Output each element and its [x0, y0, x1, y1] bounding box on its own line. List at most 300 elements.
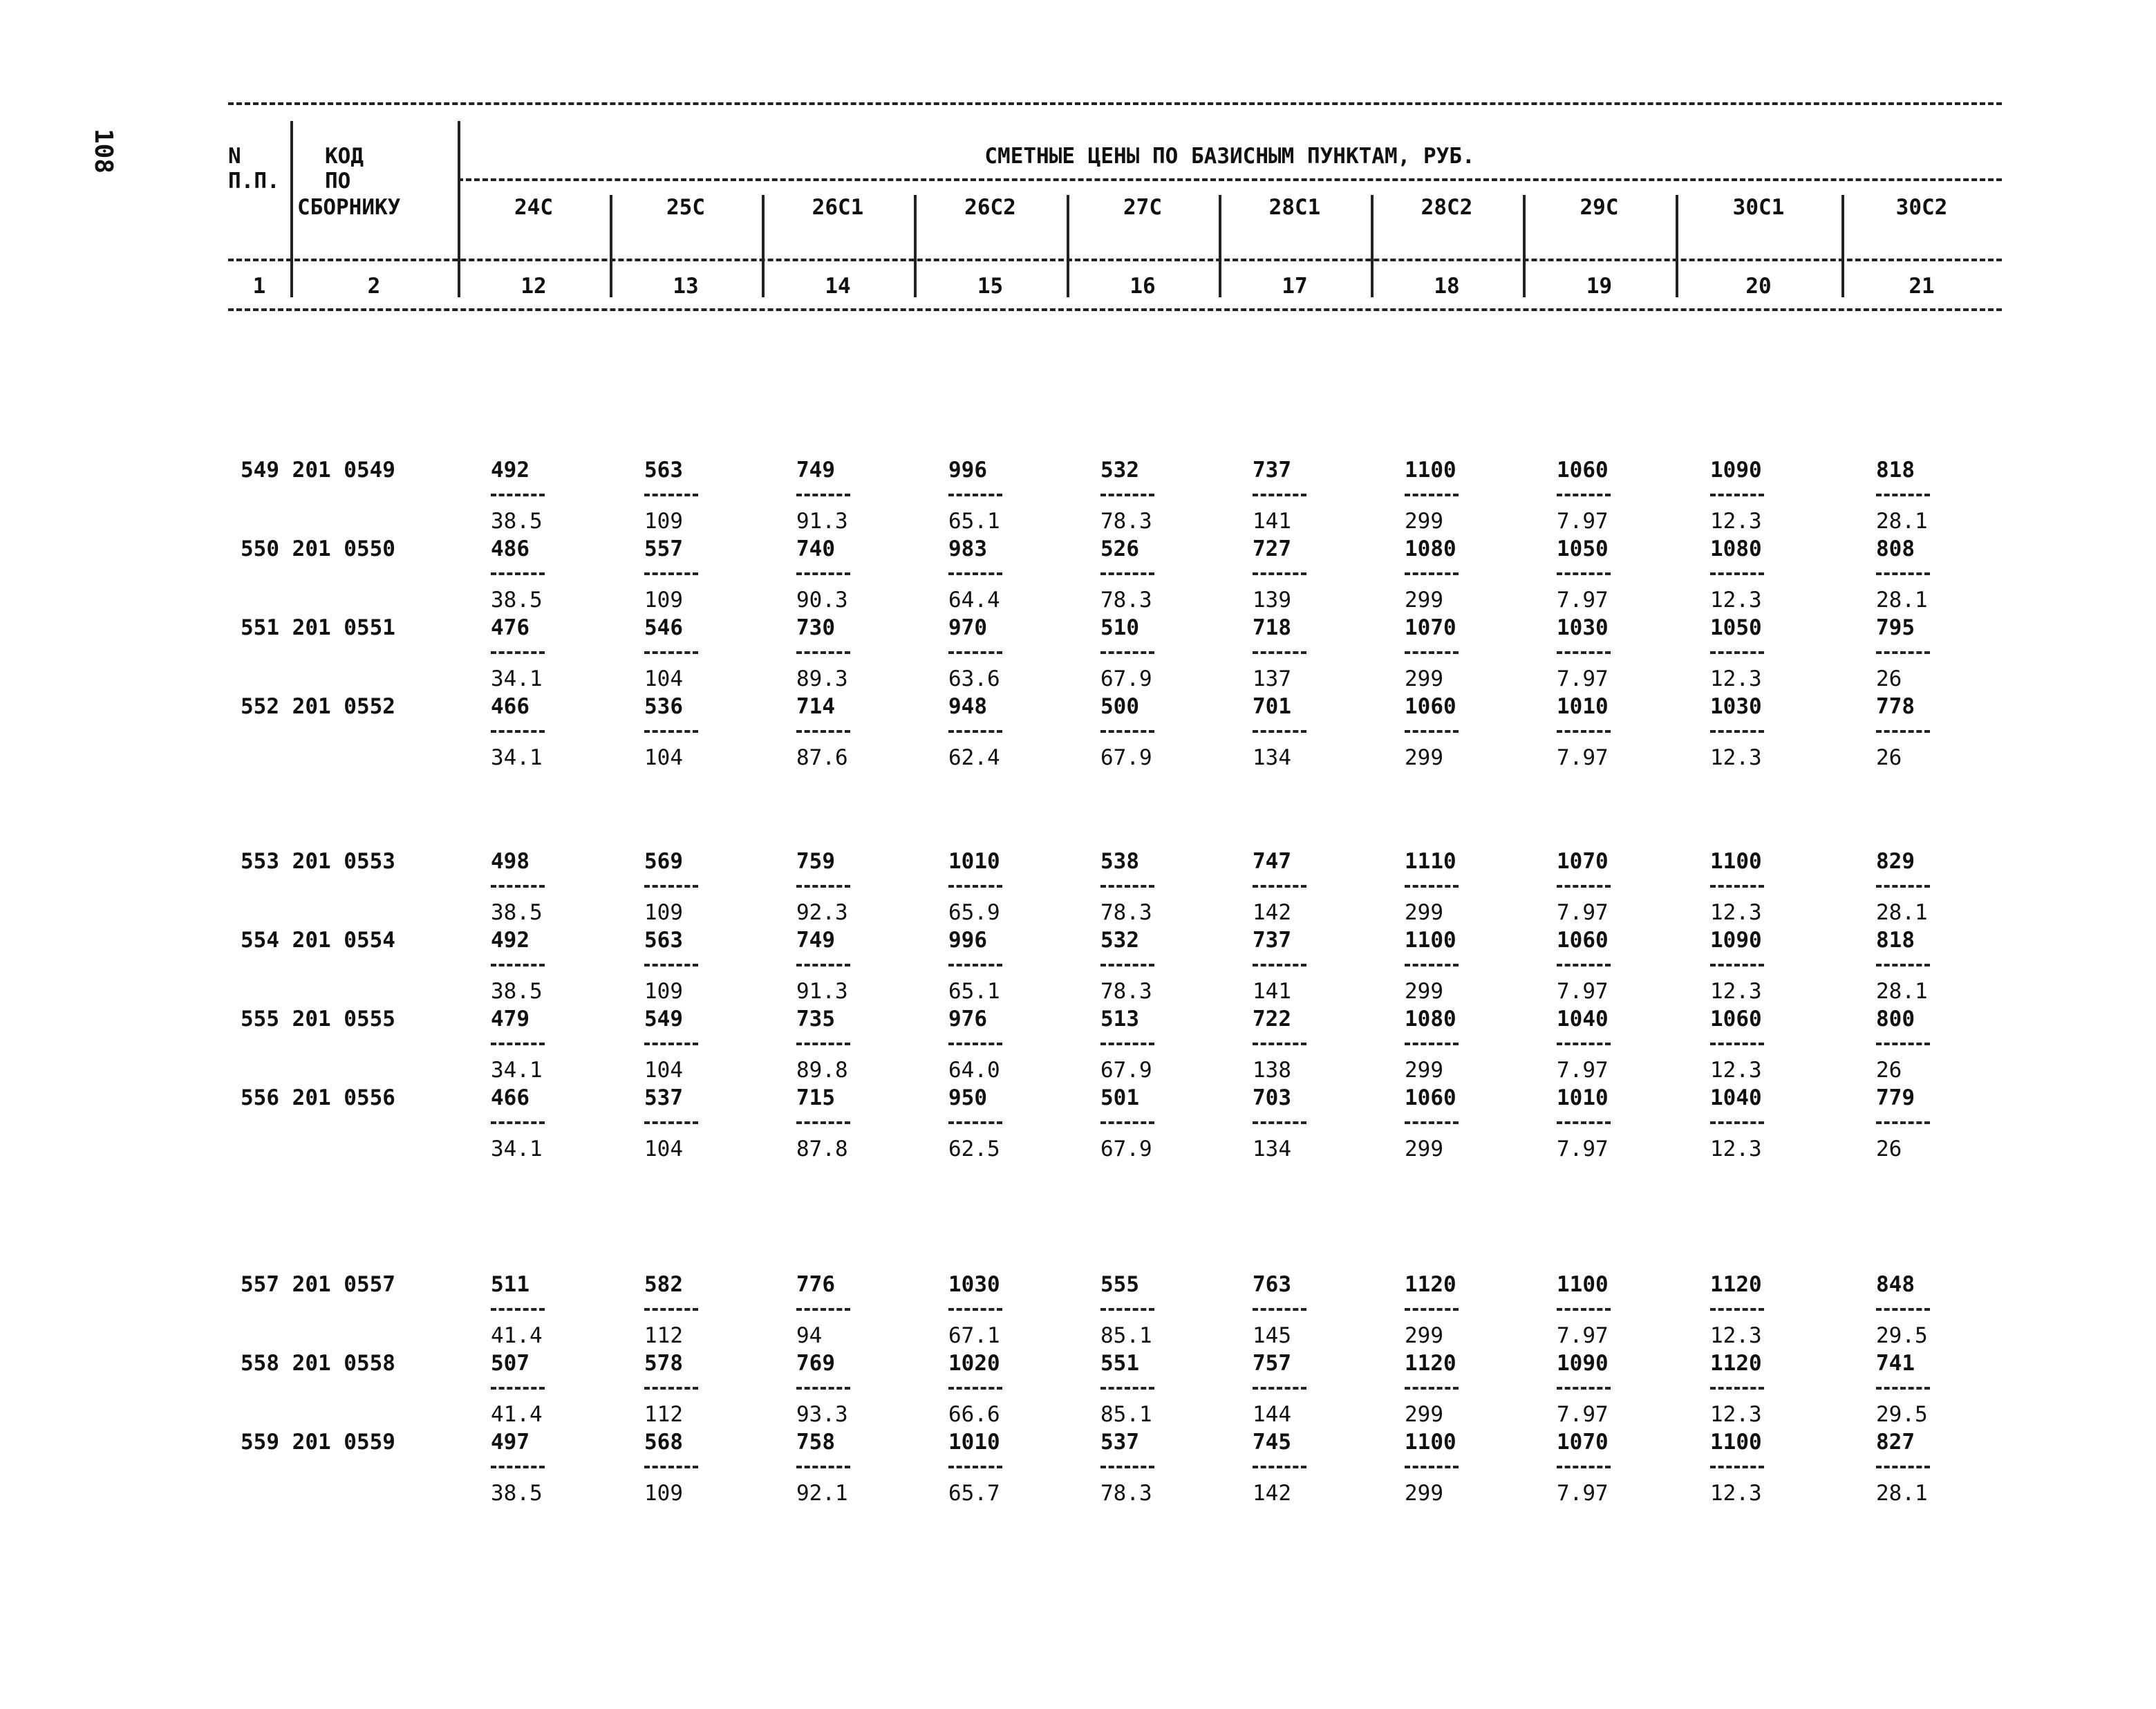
fraction-bar — [948, 885, 1002, 888]
price-value: 1010 — [1557, 694, 1609, 719]
price-cell — [1557, 1007, 1674, 1085]
price-value: 563 — [644, 458, 683, 483]
fraction-bar — [948, 1043, 1002, 1045]
price-value: 1040 — [1710, 1085, 1762, 1110]
price-cell — [1405, 849, 1522, 928]
fraction-bar — [1876, 651, 1930, 654]
price-cell — [644, 1007, 762, 1085]
price-cell — [1876, 849, 1994, 928]
row-id: 550 201 0550 — [241, 536, 395, 561]
transport-value: 299 — [1405, 1323, 1443, 1348]
transport-value: 141 — [1253, 509, 1291, 534]
fraction-bar — [1710, 1466, 1764, 1468]
price-value: 1090 — [1557, 1351, 1609, 1376]
price-cell — [644, 615, 762, 694]
colnum-2: 2 — [367, 274, 381, 299]
price-cell — [1253, 1351, 1370, 1430]
price-value: 568 — [644, 1430, 683, 1455]
transport-value: 7.97 — [1557, 745, 1609, 770]
fraction-bar — [644, 651, 698, 654]
price-cell — [796, 458, 914, 536]
price-value: 749 — [796, 458, 835, 483]
fraction-bar — [644, 964, 698, 966]
fraction-bar — [491, 964, 545, 966]
price-cell — [1557, 536, 1674, 615]
price-cell — [1557, 1351, 1674, 1430]
price-value: 497 — [491, 1430, 529, 1455]
transport-value: 12.3 — [1710, 588, 1762, 613]
price-value: 1010 — [948, 1430, 1000, 1455]
fraction-bar — [1100, 1466, 1154, 1468]
fraction-bar — [644, 494, 698, 496]
transport-value: 28.1 — [1876, 979, 1928, 1004]
fraction-bar — [1557, 494, 1611, 496]
transport-value: 109 — [644, 509, 683, 534]
price-value: 1120 — [1405, 1272, 1456, 1297]
transport-value: 65.1 — [948, 979, 1000, 1004]
price-cell — [1253, 1007, 1370, 1085]
transport-value: 299 — [1405, 745, 1443, 770]
fraction-bar — [1100, 1308, 1154, 1311]
fraction-bar — [644, 1466, 698, 1468]
row-id: 552 201 0552 — [241, 694, 395, 719]
price-value: 948 — [948, 694, 987, 719]
price-cell — [948, 1430, 1066, 1509]
price-cell — [644, 1272, 762, 1351]
transport-value: 12.3 — [1710, 1481, 1762, 1506]
price-cell — [644, 458, 762, 536]
price-cell — [1876, 615, 1994, 694]
price-value: 538 — [1100, 849, 1139, 874]
transport-value: 63.6 — [948, 666, 1000, 691]
fraction-bar — [491, 1308, 545, 1311]
price-cell — [1557, 1272, 1674, 1351]
fraction-bar — [491, 730, 545, 733]
price-value: 492 — [491, 928, 529, 953]
price-value: 970 — [948, 615, 987, 640]
transport-value: 64.4 — [948, 588, 1000, 613]
transport-value: 91.3 — [796, 979, 848, 1004]
transport-value: 109 — [644, 1481, 683, 1506]
price-cell — [644, 1430, 762, 1509]
price-value: 511 — [491, 1272, 529, 1297]
fraction-bar — [948, 1121, 1002, 1124]
fraction-bar — [1710, 730, 1764, 733]
fraction-bar — [644, 572, 698, 575]
transport-value: 299 — [1405, 979, 1443, 1004]
price-value: 722 — [1253, 1007, 1291, 1031]
price-value: 582 — [644, 1272, 683, 1297]
price-value: 1100 — [1557, 1272, 1609, 1297]
fraction-bar — [1557, 1466, 1611, 1468]
fraction-bar — [1557, 1121, 1611, 1124]
price-cell — [948, 536, 1066, 615]
price-value: 758 — [796, 1430, 835, 1455]
transport-value: 62.5 — [948, 1137, 1000, 1161]
transport-value: 139 — [1253, 588, 1291, 613]
price-value: 1120 — [1710, 1272, 1762, 1297]
price-value: 848 — [1876, 1272, 1915, 1297]
transport-value: 109 — [644, 588, 683, 613]
fraction-bar — [1100, 572, 1154, 575]
fraction-bar — [644, 730, 698, 733]
header-col-30c2: 30С2 — [1895, 195, 1948, 220]
price-cell — [948, 694, 1066, 773]
price-value: 537 — [1100, 1430, 1139, 1455]
fraction-bar — [491, 1466, 545, 1468]
price-value: 1020 — [948, 1351, 1000, 1376]
transport-value: 12.3 — [1710, 666, 1762, 691]
price-value: 492 — [491, 458, 529, 483]
price-cell — [1100, 458, 1218, 536]
price-cell — [491, 1085, 608, 1164]
price-cell — [1557, 1430, 1674, 1509]
price-cell — [1405, 1351, 1522, 1430]
transport-value: 65.9 — [948, 900, 1000, 925]
price-value: 1120 — [1405, 1351, 1456, 1376]
price-cell — [1100, 928, 1218, 1007]
transport-value: 90.3 — [796, 588, 848, 613]
price-cell — [796, 615, 914, 694]
transport-value: 7.97 — [1557, 666, 1609, 691]
price-value: 776 — [796, 1272, 835, 1297]
price-value: 714 — [796, 694, 835, 719]
price-value: 718 — [1253, 615, 1291, 640]
price-value: 1060 — [1405, 694, 1456, 719]
price-cell — [491, 458, 608, 536]
transport-value: 7.97 — [1557, 1481, 1609, 1506]
price-value: 818 — [1876, 928, 1915, 953]
price-value: 778 — [1876, 694, 1915, 719]
price-cell — [644, 849, 762, 928]
fraction-bar — [1405, 1466, 1459, 1468]
header-code-line3: СБОРНИКУ — [297, 195, 401, 220]
fraction-bar — [796, 1043, 850, 1045]
price-value: 983 — [948, 536, 987, 561]
fraction-bar — [796, 730, 850, 733]
transport-value: 38.5 — [491, 588, 543, 613]
transport-value: 38.5 — [491, 900, 543, 925]
header-col-24c: 24С — [514, 195, 553, 220]
header-group-title: СМЕТНЫЕ ЦЕНЫ ПО БАЗИСНЫМ ПУНКТАМ, РУБ. — [984, 144, 1475, 169]
transport-value: 67.9 — [1100, 1058, 1152, 1083]
price-cell — [1710, 928, 1828, 1007]
price-value: 1100 — [1405, 928, 1456, 953]
fraction-bar — [1405, 651, 1459, 654]
price-cell — [491, 1351, 608, 1430]
fraction-bar — [1710, 494, 1764, 496]
transport-value: 12.3 — [1710, 1058, 1762, 1083]
transport-value: 29.5 — [1876, 1323, 1928, 1348]
price-cell — [491, 849, 608, 928]
transport-value: 26 — [1876, 666, 1902, 691]
price-value: 1070 — [1557, 849, 1609, 874]
price-cell — [1100, 1007, 1218, 1085]
transport-value: 7.97 — [1557, 1402, 1609, 1427]
fraction-bar — [1100, 494, 1154, 496]
price-value: 555 — [1100, 1272, 1139, 1297]
price-cell — [1876, 536, 1994, 615]
transport-value: 91.3 — [796, 509, 848, 534]
price-cell — [1710, 694, 1828, 773]
fraction-bar — [644, 1043, 698, 1045]
transport-value: 137 — [1253, 666, 1291, 691]
transport-value: 7.97 — [1557, 509, 1609, 534]
price-cell — [948, 1007, 1066, 1085]
price-cell — [1557, 1085, 1674, 1164]
price-cell — [1100, 1085, 1218, 1164]
price-cell — [1710, 458, 1828, 536]
transport-value: 28.1 — [1876, 509, 1928, 534]
fraction-bar — [1710, 1121, 1764, 1124]
header-col-28c1: 28С1 — [1268, 195, 1321, 220]
price-value: 1090 — [1710, 928, 1762, 953]
colnum-12: 12 — [521, 274, 547, 299]
price-cell — [948, 928, 1066, 1007]
header-code-line1: КОД — [325, 144, 364, 169]
price-cell — [1405, 1272, 1522, 1351]
transport-value: 87.6 — [796, 745, 848, 770]
transport-value: 12.3 — [1710, 1323, 1762, 1348]
price-value: 500 — [1100, 694, 1139, 719]
price-value: 701 — [1253, 694, 1291, 719]
fraction-bar — [948, 494, 1002, 496]
price-value: 779 — [1876, 1085, 1915, 1110]
fraction-bar — [1100, 885, 1154, 888]
price-value: 769 — [796, 1351, 835, 1376]
header-code-line2: ПО — [325, 169, 351, 194]
price-value: 735 — [796, 1007, 835, 1031]
price-cell — [796, 1085, 914, 1164]
fraction-bar — [644, 1308, 698, 1311]
price-value: 1030 — [948, 1272, 1000, 1297]
price-value: 557 — [644, 536, 683, 561]
transport-value: 38.5 — [491, 509, 543, 534]
transport-value: 78.3 — [1100, 509, 1152, 534]
transport-value: 299 — [1405, 1402, 1443, 1427]
price-cell — [1100, 536, 1218, 615]
transport-value: 38.5 — [491, 979, 543, 1004]
page-number: 108 — [89, 129, 118, 174]
price-value: 537 — [644, 1085, 683, 1110]
price-cell — [1100, 1430, 1218, 1509]
price-value: 740 — [796, 536, 835, 561]
transport-value: 85.1 — [1100, 1323, 1152, 1348]
transport-value: 94 — [796, 1323, 823, 1348]
price-value: 1010 — [1557, 1085, 1609, 1110]
fraction-bar — [1557, 1387, 1611, 1390]
transport-value: 65.7 — [948, 1481, 1000, 1506]
transport-value: 78.3 — [1100, 1481, 1152, 1506]
fraction-bar — [1253, 1387, 1306, 1390]
price-cell — [1253, 1430, 1370, 1509]
price-value: 1070 — [1557, 1430, 1609, 1455]
price-value: 1050 — [1710, 615, 1762, 640]
fraction-bar — [491, 1121, 545, 1124]
transport-value: 38.5 — [491, 1481, 543, 1506]
price-cell — [491, 1272, 608, 1351]
fraction-bar — [1557, 730, 1611, 733]
price-cell — [796, 1007, 914, 1085]
price-cell — [1710, 1430, 1828, 1509]
price-cell — [1876, 694, 1994, 773]
transport-value: 134 — [1253, 745, 1291, 770]
price-cell — [1405, 536, 1522, 615]
fraction-bar — [1710, 1387, 1764, 1390]
price-cell — [1710, 536, 1828, 615]
price-cell — [1253, 694, 1370, 773]
price-value: 569 — [644, 849, 683, 874]
header-col-25c: 25С — [666, 195, 705, 220]
transport-value: 104 — [644, 1137, 683, 1161]
fraction-bar — [1876, 494, 1930, 496]
price-value: 757 — [1253, 1351, 1291, 1376]
price-cell — [1710, 849, 1828, 928]
price-cell — [1557, 849, 1674, 928]
price-cell — [644, 1351, 762, 1430]
fraction-bar — [796, 494, 850, 496]
price-cell — [1405, 1007, 1522, 1085]
fraction-bar — [948, 651, 1002, 654]
price-value: 563 — [644, 928, 683, 953]
transport-value: 26 — [1876, 1058, 1902, 1083]
price-value: 1100 — [1405, 1430, 1456, 1455]
transport-value: 41.4 — [491, 1323, 543, 1348]
price-cell — [796, 694, 914, 773]
price-cell — [1253, 1085, 1370, 1164]
transport-value: 78.3 — [1100, 900, 1152, 925]
row-id: 554 201 0554 — [241, 928, 395, 953]
fraction-bar — [1405, 494, 1459, 496]
transport-value: 34.1 — [491, 1137, 543, 1161]
transport-value: 28.1 — [1876, 900, 1928, 925]
price-value: 532 — [1100, 458, 1139, 483]
price-value: 727 — [1253, 536, 1291, 561]
header-col-29c: 29С — [1579, 195, 1619, 220]
transport-value: 12.3 — [1710, 1402, 1762, 1427]
fraction-bar — [1876, 1121, 1930, 1124]
fraction-bar — [1710, 885, 1764, 888]
price-cell — [1710, 1272, 1828, 1351]
price-value: 737 — [1253, 458, 1291, 483]
fraction-bar — [1710, 651, 1764, 654]
price-cell — [491, 1430, 608, 1509]
price-cell — [1557, 694, 1674, 773]
price-value: 486 — [491, 536, 529, 561]
fraction-bar — [644, 1387, 698, 1390]
price-value: 730 — [796, 615, 835, 640]
header-col-28c2: 28С2 — [1421, 195, 1473, 220]
price-value: 498 — [491, 849, 529, 874]
fraction-bar — [644, 1121, 698, 1124]
colnum-17: 17 — [1282, 274, 1308, 299]
price-cell — [1100, 615, 1218, 694]
fraction-bar — [1557, 651, 1611, 654]
price-value: 513 — [1100, 1007, 1139, 1031]
price-value: 950 — [948, 1085, 987, 1110]
fraction-bar — [796, 885, 850, 888]
fraction-bar — [1405, 1387, 1459, 1390]
header-col-26c1: 26С1 — [812, 195, 864, 220]
fraction-bar — [1710, 964, 1764, 966]
price-value: 578 — [644, 1351, 683, 1376]
price-cell — [948, 1272, 1066, 1351]
row-id: 555 201 0555 — [241, 1007, 395, 1031]
price-cell — [1710, 1351, 1828, 1430]
transport-value: 87.8 — [796, 1137, 848, 1161]
price-cell — [1405, 615, 1522, 694]
transport-value: 41.4 — [491, 1402, 543, 1427]
price-value: 800 — [1876, 1007, 1915, 1031]
price-value: 996 — [948, 458, 987, 483]
price-value: 1050 — [1557, 536, 1609, 561]
transport-value: 34.1 — [491, 745, 543, 770]
price-cell — [796, 1351, 914, 1430]
fraction-bar — [796, 1466, 850, 1468]
fraction-bar — [1876, 964, 1930, 966]
transport-value: 138 — [1253, 1058, 1291, 1083]
transport-value: 34.1 — [491, 666, 543, 691]
transport-value: 141 — [1253, 979, 1291, 1004]
price-value: 1100 — [1710, 1430, 1762, 1455]
transport-value: 93.3 — [796, 1402, 848, 1427]
price-cell — [644, 536, 762, 615]
fraction-bar — [1100, 1121, 1154, 1124]
price-value: 976 — [948, 1007, 987, 1031]
price-value: 466 — [491, 1085, 529, 1110]
header-n: N — [228, 144, 241, 169]
transport-value: 112 — [644, 1402, 683, 1427]
fraction-bar — [1253, 1043, 1306, 1045]
transport-value: 78.3 — [1100, 588, 1152, 613]
transport-value: 78.3 — [1100, 979, 1152, 1004]
fraction-bar — [1557, 1043, 1611, 1045]
fraction-bar — [1253, 1308, 1306, 1311]
transport-value: 12.3 — [1710, 979, 1762, 1004]
price-cell — [796, 1272, 914, 1351]
transport-value: 7.97 — [1557, 588, 1609, 613]
price-value: 546 — [644, 615, 683, 640]
price-cell — [1876, 1430, 1994, 1509]
price-cell — [948, 458, 1066, 536]
price-cell — [491, 536, 608, 615]
price-value: 1060 — [1557, 458, 1609, 483]
price-value: 1060 — [1405, 1085, 1456, 1110]
transport-value: 29.5 — [1876, 1402, 1928, 1427]
fraction-bar — [1253, 964, 1306, 966]
price-cell — [491, 928, 608, 1007]
colnum-19: 19 — [1586, 274, 1613, 299]
fraction-bar — [1876, 1043, 1930, 1045]
fraction-bar — [1100, 1387, 1154, 1390]
transport-value: 299 — [1405, 1481, 1443, 1506]
price-value: 1120 — [1710, 1351, 1762, 1376]
price-value: 510 — [1100, 615, 1139, 640]
fraction-bar — [1710, 572, 1764, 575]
transport-value: 7.97 — [1557, 900, 1609, 925]
fraction-bar — [644, 885, 698, 888]
price-cell — [948, 615, 1066, 694]
transport-value: 7.97 — [1557, 1137, 1609, 1161]
transport-value: 64.0 — [948, 1058, 1000, 1083]
price-cell — [1876, 1272, 1994, 1351]
transport-value: 299 — [1405, 666, 1443, 691]
fraction-bar — [1557, 885, 1611, 888]
transport-value: 26 — [1876, 745, 1902, 770]
transport-value: 28.1 — [1876, 588, 1928, 613]
price-cell — [491, 615, 608, 694]
price-value: 1090 — [1710, 458, 1762, 483]
